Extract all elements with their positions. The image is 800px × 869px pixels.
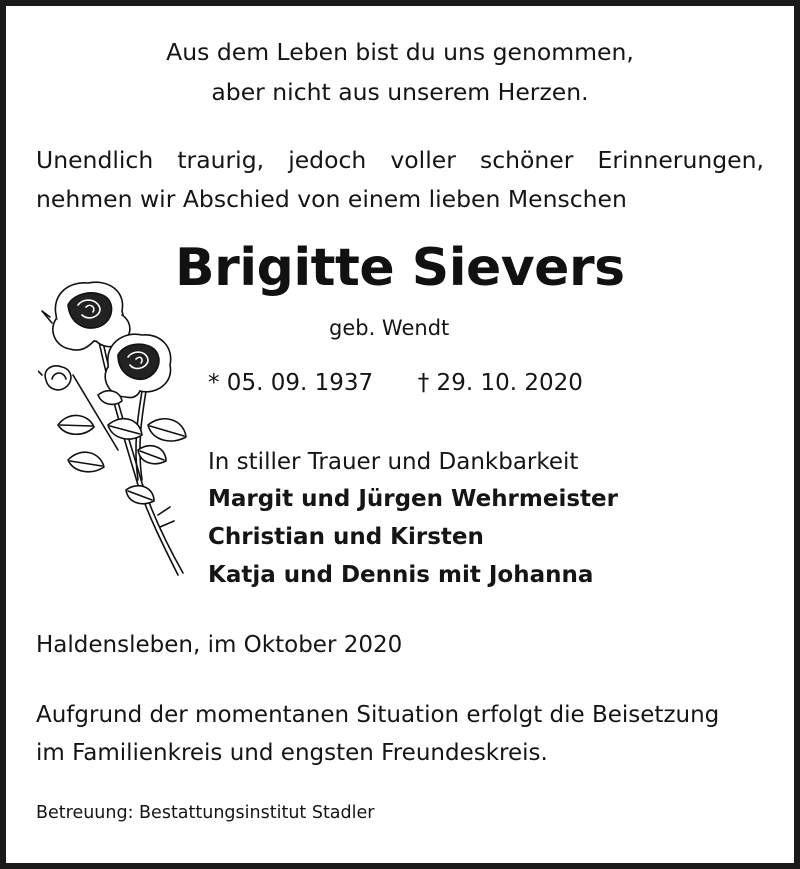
burial-note-line-2: im Familienkreis und engsten Freundeskreis. (36, 740, 548, 766)
deceased-name: Brigitte Sievers (175, 238, 625, 298)
quote-line-1: Aus dem Leben bist du uns genommen, (166, 38, 634, 66)
family-member-1: Margit und Jürgen Wehrmeister (208, 486, 618, 512)
mourning-line: In stiller Trauer und Dankbarkeit (208, 449, 579, 475)
birth-date: * 05. 09. 1937 (208, 370, 374, 396)
quote-line-2: aber nicht aus unserem Herzen. (211, 78, 589, 106)
place-date: Haldensleben, im Oktober 2020 (36, 632, 403, 658)
life-dates (208, 370, 583, 396)
rose-icon (38, 275, 190, 585)
maiden-name: geb. Wendt (329, 316, 450, 340)
family-member-3: Katja und Dennis mit Johanna (208, 562, 594, 588)
burial-note-line-1: Aufgrund der momentanen Situation erfolgt die Beisetzung (36, 702, 720, 728)
family-member-2: Christian und Kirsten (208, 524, 484, 550)
intro-line-1: Unendlich traurig, jedoch voller schöner Erinnerungen, (36, 146, 764, 174)
death-date: † 29. 10. 2020 (417, 370, 583, 396)
undertaker-credit: Betreuung: Bestattungsinstitut Stadler (36, 803, 375, 823)
intro-line-2: nehmen wir Abschied von einem lieben Menschen (36, 185, 627, 213)
